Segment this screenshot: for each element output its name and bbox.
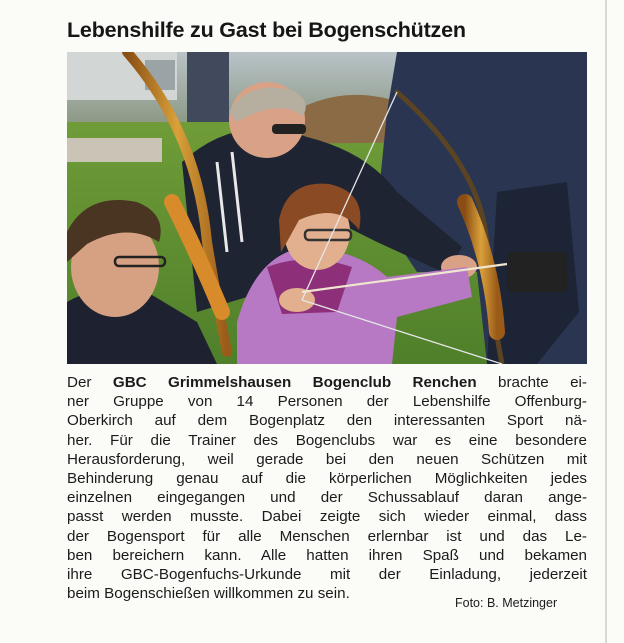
photo-credit: Foto: B. Metzinger <box>455 596 558 610</box>
body-lead-prefix: Der <box>67 374 113 391</box>
body-lead-suffix: brachte ei- <box>476 374 587 391</box>
page-edge-rule <box>605 0 607 643</box>
body-line: passt werden musste. Dabei zeigte sich wieder einmal, dass <box>67 508 587 526</box>
club-name: GBC Grimmelshausen Bogenclub Renchen <box>112 374 477 391</box>
body-line <box>67 373 587 392</box>
article-photo <box>67 52 587 364</box>
body-line: ihre GBC-Bogenfuchs-Urkunde mit der Einladung, jederzeit <box>67 565 587 583</box>
body-line: der Bogensport für alle Menschen erlernbar ist und das Le- <box>67 527 587 545</box>
body-line: einzelnen eingegangen und der Schussablauf daran ange- <box>67 489 587 507</box>
body-last-line: beim Bogenschießen willkommen zu sein. <box>67 585 350 603</box>
article-body <box>67 373 587 603</box>
article-headline: Lebenshilfe zu Gast bei Bogenschützen <box>67 18 466 42</box>
body-line: Behinderung genau auf die körperlichen Möglichkeiten jedes <box>67 469 587 487</box>
body-line: Oberkirch auf dem Bogenplatz den interessanten Sport nä- <box>67 412 587 430</box>
body-line: ben bereichern kann. Alle hatten ihren Spaß und bekamen <box>67 546 587 564</box>
body-line: ner Gruppe von 14 Personen der Lebenshilfe Offenburg- <box>67 393 587 411</box>
archery-training-photo-illustration <box>67 52 587 364</box>
body-line: Herausforderung, weil gerade bei den neuen Schützen mit <box>67 450 587 468</box>
body-line: her. Für die Trainer des Bogenclubs war es eine besondere <box>67 431 587 449</box>
